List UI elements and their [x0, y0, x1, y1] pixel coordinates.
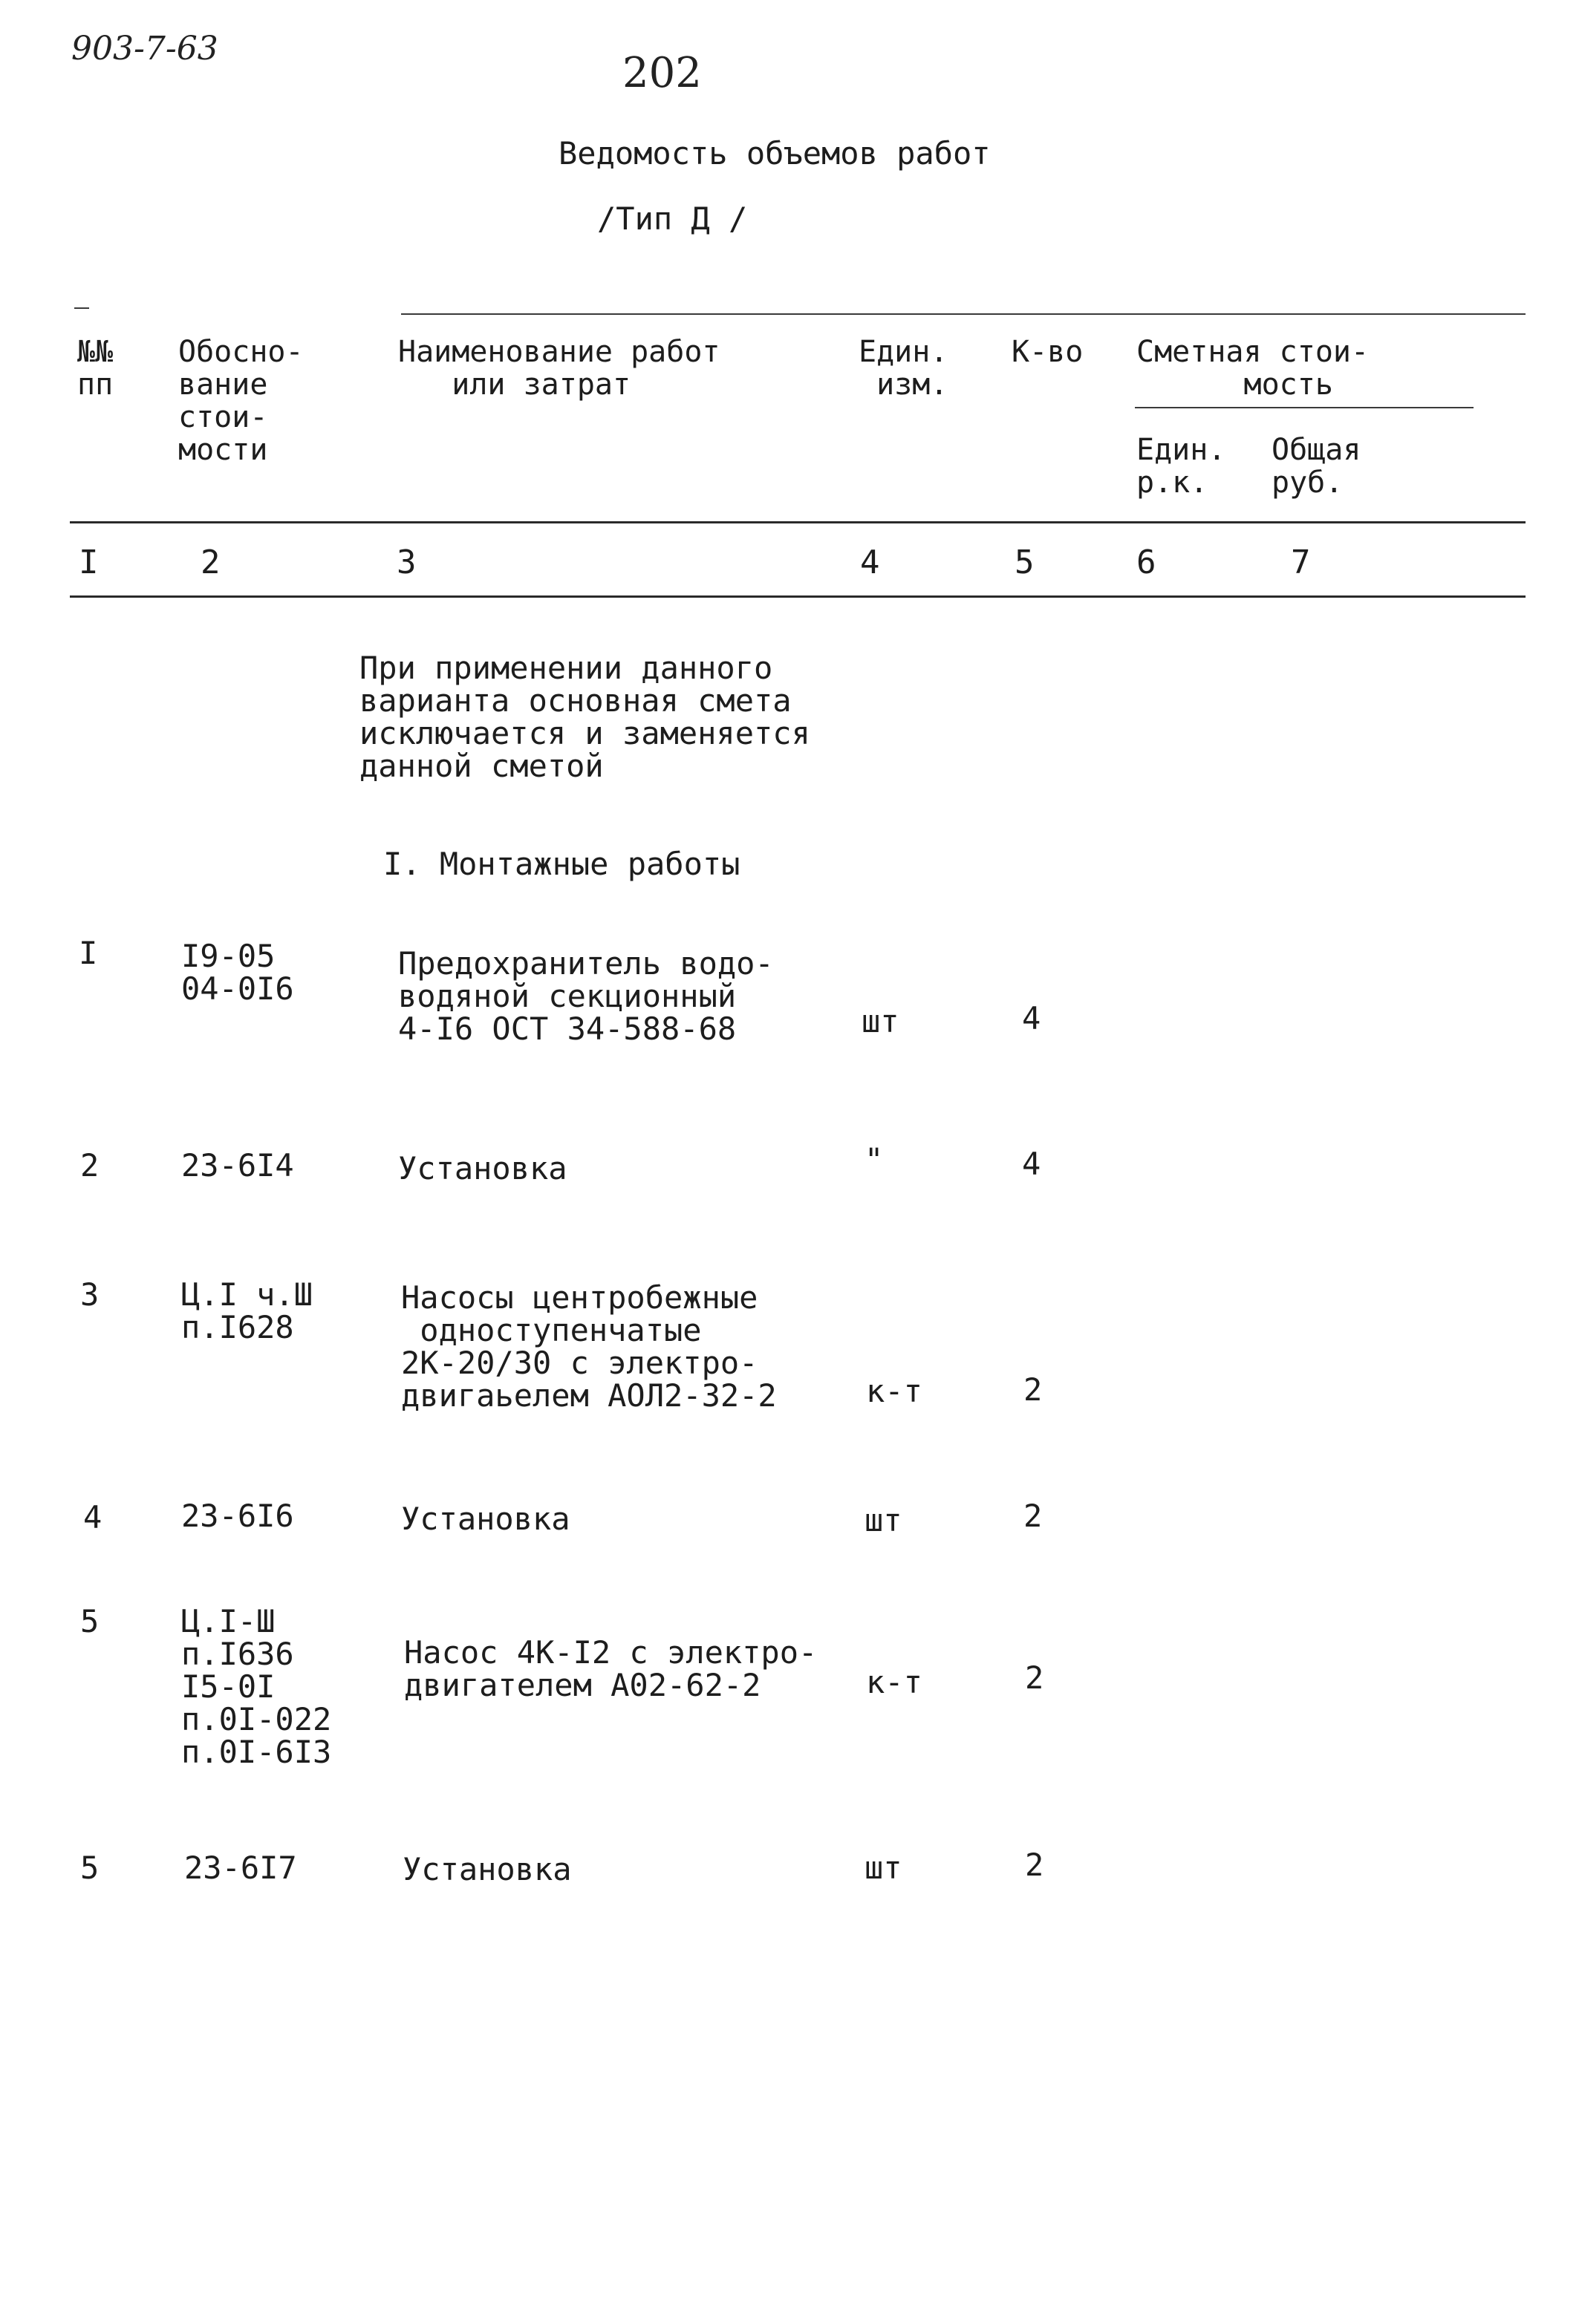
header-quantity: К-во — [1012, 335, 1084, 369]
row-3-name: Насосы центробежные одноступенчатые 2К-20/30 с электро- двигаьелем АОЛ2-32-2 — [401, 1279, 777, 1414]
row-4-unit: шт — [865, 1502, 902, 1538]
column-number-4: 4 — [860, 544, 880, 581]
row-4-quantity: 2 — [1023, 1498, 1043, 1534]
row-3-unit: к-т — [866, 1373, 922, 1409]
column-number-3: 3 — [397, 544, 417, 581]
row-5-name: Насос 4К-I2 с электро- двигателем А02-62-2 — [404, 1634, 818, 1703]
row-6-name: Установка — [403, 1851, 572, 1887]
top-rule — [401, 313, 1526, 315]
page-subtitle: /Тип Д / — [597, 200, 748, 237]
header-unit: Един. изм. — [859, 335, 948, 402]
header-work-name: Наименование работ или затрат — [398, 335, 720, 402]
document-code: 903-7-63 — [71, 30, 218, 68]
row-3-number: 3 — [80, 1276, 100, 1313]
row-6-number: 5 — [80, 1850, 100, 1886]
page-number: 202 — [622, 49, 702, 97]
column-number-1: I — [79, 544, 99, 581]
row-2-unit: " — [865, 1141, 884, 1178]
row-4-basis: 23-6I6 — [181, 1498, 294, 1534]
row-3-basis: Ц.I ч.Ш п.I628 — [181, 1276, 313, 1345]
column-number-2: 2 — [201, 544, 221, 581]
top-rule-left-stub — [74, 307, 89, 309]
row-5-unit: к-т — [866, 1664, 922, 1700]
replacement-note: При применении данного варианта основная смета исключается и заменяется данной сметой — [359, 650, 810, 784]
row-4-number: 4 — [83, 1499, 102, 1535]
column-numbers-rule — [70, 595, 1526, 598]
row-1-number: I — [79, 935, 98, 971]
row-5-number: 5 — [80, 1603, 100, 1639]
row-6-quantity: 2 — [1025, 1847, 1044, 1883]
row-1-basis: I9-05 04-0I6 — [181, 938, 294, 1007]
cost-header-rule — [1135, 407, 1474, 408]
row-5-basis: Ц.I-Ш п.I636 I5-0I п.0I-022 п.0I-6I3 — [181, 1603, 332, 1770]
header-unit-cost: Един. р.к. — [1136, 433, 1226, 500]
row-6-unit: шт — [865, 1850, 902, 1886]
row-5-quantity: 2 — [1025, 1659, 1044, 1696]
row-2-basis: 23-6I4 — [181, 1147, 294, 1184]
row-4-name: Установка — [401, 1501, 570, 1537]
column-number-7: 7 — [1291, 544, 1311, 581]
header-bottom-rule — [70, 521, 1526, 523]
header-basis: Обосно- вание стои- мости — [178, 335, 304, 467]
row-1-unit: шт — [862, 1003, 899, 1039]
row-2-quantity: 4 — [1022, 1146, 1041, 1182]
row-3-quantity: 2 — [1023, 1371, 1043, 1408]
header-number: №№ пп — [77, 335, 114, 402]
row-1-quantity: 4 — [1022, 1000, 1041, 1037]
column-number-5: 5 — [1015, 544, 1035, 581]
row-2-name: Установка — [398, 1150, 567, 1187]
section-title: I. Монтажные работы — [383, 846, 740, 882]
column-number-6: 6 — [1136, 544, 1156, 581]
row-6-basis: 23-6I7 — [184, 1850, 297, 1886]
header-total-cost: Общая руб. — [1272, 433, 1361, 500]
row-2-number: 2 — [80, 1147, 100, 1184]
header-estimated-cost: Сметная стои- мость — [1136, 335, 1370, 402]
page-title: Ведомость объемов работ — [559, 135, 991, 172]
row-1-name: Предохранитель водо- водяной секционный 4-I6 ОСТ 34-588-68 — [398, 945, 774, 1047]
